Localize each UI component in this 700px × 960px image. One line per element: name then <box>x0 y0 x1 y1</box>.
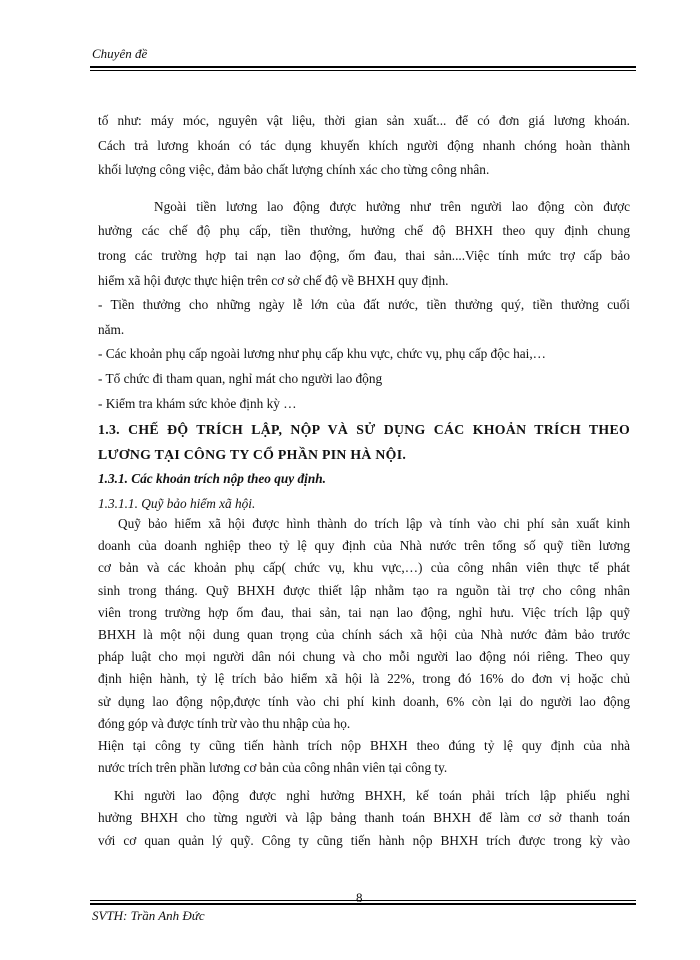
p1-line: Cách trả lương khoán có tác dụng khuyến khích người động nhanh chóng hoàn thành <box>98 137 630 153</box>
p3-line: viên trong trường hợp ốm đau, thai sản, tai nạn lao động, nghỉ hưu. Việc trích lập quỹ <box>98 604 630 620</box>
p2-line: Ngoài tiền lương lao động được hưởng như trên người lao động còn được <box>154 198 630 214</box>
p4-line: Hiện tại công ty cũng tiến hành trích nộp BHXH theo đúng tỷ lệ quy định của nhà <box>98 737 630 753</box>
p5-line: với cơ quan quản lý quỹ. Công ty cũng tiến hành nộp BHXH trích được trong kỳ vào <box>98 832 630 848</box>
page-number: 8 <box>356 890 363 905</box>
p2-line: trong các trường hợp tai nạn lao động, ốm đau, thai sản....Việc tính mức trợ cấp bảo <box>98 247 630 263</box>
p3-line: Quỹ bảo hiểm xã hội được hình thành do trích lập và tính vào chi phí sản xuất kinh <box>118 516 630 531</box>
page-body-top <box>98 109 630 517</box>
header-rule-thin <box>90 70 636 71</box>
p3-line: định hiện hành, tỷ lệ trích bảo hiểm xã hội là 22%, trong đó 16% do đơn vị hoặc chủ <box>98 671 630 687</box>
section-heading: 1.3. CHẾ ĐỘ TRÍCH LẬP, NỘP VÀ SỬ DỤNG CÁC KHOẢN TRÍCH THEO <box>98 422 630 438</box>
footer-author: SVTH: Trần Anh Đức <box>92 908 205 923</box>
p3-line: BHXH là một nội dung quan trọng của chính sách xã hội của Nhà nước đảm bảo trước <box>98 626 630 642</box>
p4-line: nước trích trên phần lương cơ bản của công nhân viên tại công ty. <box>98 760 448 776</box>
p5-line: hưởng BHXH cho từng người và lập bảng thanh toán BHXH để làm cơ sở thanh toán <box>98 810 630 826</box>
spacer <box>98 183 630 195</box>
bullet-line: - Tổ chức đi tham quan, nghỉ mát cho người lao động <box>98 370 383 386</box>
p2-line: hiểm xã hội được thực hiện trên cơ sở chế độ về BHXH quy định. <box>98 272 449 288</box>
p1-line: tố như: máy móc, nguyên vật liệu, thời gian sản xuất... để có đơn giá lương khoán. <box>98 113 630 128</box>
p5-line: Khi người lao động được nghỉ hưởng BHXH, kế toán phải trích lập phiếu nghỉ <box>114 788 630 804</box>
p3-line: cơ bản và các khoản phụ cấp( chức vụ, khu vực,…) của công nhân viên thực tế phát <box>98 560 630 576</box>
p2-line: hưởng các chế độ phụ cấp, tiền thưởng, hưởng chế độ BHXH theo quy định chung <box>98 223 630 239</box>
p3-line: doanh của doanh nghiệp theo tỷ lệ quy định của Nhà nước trên tổng số quỹ tiền lương <box>98 538 630 554</box>
p3-line: đóng góp và được tính trừ vào thu nhập của họ. <box>98 715 351 731</box>
p3-line: sinh trong tháng. Quỹ BHXH được thiết lập nhằm tạo ra nguồn tài trợ cho công nhân <box>98 582 630 598</box>
header-rule <box>90 66 636 68</box>
bullet-line: - Kiểm tra khám sức khỏe định kỳ … <box>98 395 297 411</box>
page-header-title: Chuyên đề <box>92 46 148 61</box>
subsection-heading: 1.3.1. Các khoản trích nộp theo quy định. <box>98 471 326 487</box>
bullet-line: - Tiền thưởng cho những ngày lễ lớn của đất nước, tiền thưởng quý, tiền thưởng cuối <box>98 297 630 313</box>
section-heading: LƯƠNG TẠI CÔNG TY CỔ PHẦN PIN HÀ NỘI. <box>98 446 407 462</box>
bullet-line: - Các khoản phụ cấp ngoài lương như phụ cấp khu vực, chức vụ, phụ cấp độc hai,… <box>98 346 546 362</box>
footer-rule-thin <box>90 900 636 901</box>
subsubsection-heading: 1.3.1.1. Quỹ bảo hiểm xã hội. <box>98 495 256 511</box>
p3-line: sử dụng lao động nộp,được tính vào chi phí kinh doanh, 6% còn lại do người lao động <box>98 693 630 709</box>
footer-rule <box>90 903 636 905</box>
page-body-bottom <box>98 513 630 852</box>
p3-line: pháp luật cho mọi người dân nói chung và cho mỗi người lao động nói riêng. Theo quy <box>98 649 630 665</box>
bullet-line: năm. <box>98 321 125 337</box>
p1-line: khối lượng công việc, đảm bảo chất lượng chính xác cho từng công nhân. <box>98 162 490 178</box>
